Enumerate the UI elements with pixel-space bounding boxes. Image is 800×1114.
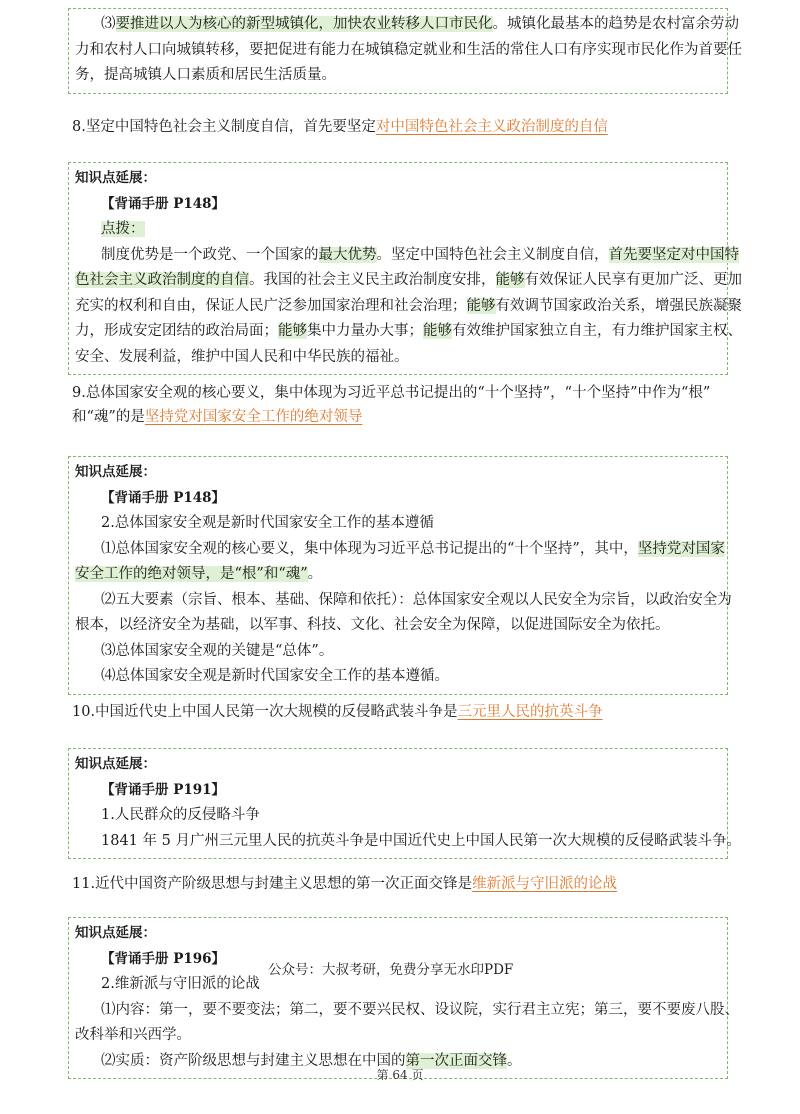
question-8: 8.坚定中国特色社会主义制度自信，首先要坚定对中国特色社会主义政治制度的自信 bbox=[72, 119, 608, 135]
paragraph-line: 力，形成安定团结的政治局面；能够集中力量办大事；能够有效维护国家独立自主，有力维护国家主权、 bbox=[75, 323, 742, 339]
highlight: 要推进以人为核心的新型城镇化，加快农业转移人口市民化 bbox=[115, 16, 493, 32]
paragraph-line: ⑷总体国家安全观是新时代国家安全工作的基本遵循。 bbox=[101, 668, 449, 684]
question-11: 11.近代中国资产阶级思想与封建主义思想的第一次正面交锋是维新派与守旧派的论战 bbox=[72, 876, 618, 892]
paragraph-line: 色社会主义政治制度的自信。我国的社会主义民主政治制度安排，能够有效保证人民享有更加广泛、更加 bbox=[75, 272, 742, 288]
extension-box-security bbox=[68, 456, 732, 695]
paragraph-line: ⑶要推进以人为核心的新型城镇化，加快农业转移人口市民化。城镇化最基本的趋势是农村富余劳动 bbox=[101, 16, 739, 32]
paragraph-line: 务，提高城镇人口素质和居民生活质量。 bbox=[75, 67, 336, 83]
highlight: 首先要坚定对中国特 bbox=[608, 246, 739, 263]
tip-label: 点拨： bbox=[101, 221, 145, 237]
question-line: 和“魂”的是坚持党对国家安全工作的绝对领导 bbox=[72, 409, 363, 425]
paragraph-line: ⑵实质：资产阶级思想与封建主义思想在中国的第一次正面交锋。 bbox=[101, 1052, 522, 1069]
answer-link: 三元里人民的抗英斗争 bbox=[457, 704, 603, 720]
paragraph-line: 1.人民群众的反侵略斗争 bbox=[101, 807, 260, 823]
highlight: 坚持党对国家 bbox=[637, 540, 725, 557]
highlight: 能够 bbox=[423, 323, 452, 339]
paragraph-line: ⑴内容：第一，要不要变法；第二，要不要兴民权、设议院，实行君主立宪；第三，要不要废八股、 bbox=[101, 1001, 739, 1018]
highlight: 安全工作的绝对领导，是“根”和“魂” bbox=[75, 566, 308, 582]
paragraph-line: 1841 年 5 月广州三元里人民的抗英斗争是中国近代史上中国人民第一次大规模的反侵略武装斗争。 bbox=[101, 832, 741, 849]
paragraph-line: 充实的权利和自由，保证人民广泛参加国家治理和社会治理；能够有效调节国家政治关系，增强民族凝聚 bbox=[75, 297, 742, 314]
highlight: 能够 bbox=[278, 323, 307, 339]
answer-link: 维新派与守旧派的论战 bbox=[472, 876, 618, 892]
highlight: 色社会主义政治制度的自信 bbox=[75, 272, 249, 288]
extension-label: 知识点延展： bbox=[75, 756, 156, 772]
paragraph-line: 安全、发展利益，维护中国人民和中华民族的福祉。 bbox=[75, 348, 409, 365]
extension-box-resistance bbox=[68, 748, 741, 859]
question-10: 10.中国近代史上中国人民第一次大规模的反侵略武装斗争是三元里人民的抗英斗争 bbox=[72, 704, 603, 720]
paragraph-line: ⑵五大要素（宗旨、根本、基础、保障和依托）：总体国家安全观以人民安全为宗旨，以政治安全为 bbox=[101, 591, 732, 608]
book-reference: 【背诵手册 P191】 bbox=[101, 781, 226, 798]
book-reference: 【背诵手册 P148】 bbox=[101, 195, 226, 212]
paragraph-line: 力和农村人口向城镇转移，要把促进有能力在城镇稳定就业和生活的常住人口有序实现市民化作为首要任 bbox=[75, 41, 742, 58]
paragraph-line: ⑶总体国家安全观的关键是“总体”。 bbox=[101, 642, 334, 659]
extension-box-reform-debate bbox=[68, 917, 739, 1079]
paragraph-line: 改科举和兴西学。 bbox=[75, 1027, 191, 1043]
extension-label: 知识点延展： bbox=[75, 925, 156, 941]
paragraph-line: 2.维新派与守旧派的论战 bbox=[101, 976, 260, 992]
highlight: 最大优势 bbox=[318, 246, 377, 263]
paragraph-line: 2.总体国家安全观是新时代国家安全工作的基本遵循 bbox=[101, 515, 434, 531]
extension-label: 知识点延展： bbox=[75, 464, 156, 480]
answer-link: 坚持党对国家安全工作的绝对领导 bbox=[144, 409, 363, 425]
watermark-text: 公众号：大叔考研，免费分享无水印PDF bbox=[268, 962, 514, 978]
paragraph-line: 安全工作的绝对领导，是“根”和“魂”。 bbox=[75, 566, 323, 582]
paragraph-line: 根本，以经济安全为基础，以军事、科技、文化、社会安全为保障，以促进国际安全为依托。 bbox=[75, 617, 670, 633]
extension-box-institution bbox=[68, 162, 742, 375]
extension-box-urbanization bbox=[68, 8, 742, 94]
highlight: 第一次正面交锋 bbox=[405, 1052, 507, 1069]
paragraph-line: 制度优势是一个政党、一个国家的最大优势。坚定中国特色社会主义制度自信，首先要坚定对中国特 bbox=[101, 246, 739, 263]
highlight: 能够 bbox=[495, 272, 525, 288]
book-reference: 【背诵手册 P196】 bbox=[101, 950, 226, 967]
extension-label: 知识点延展： bbox=[75, 170, 156, 186]
question-line: 9.总体国家安全观的核心要义，集中体现为习近平总书记提出的“十个坚持”，“十个坚持”中作为“根” bbox=[72, 385, 711, 401]
page-number: 第 64 页 bbox=[376, 1068, 424, 1082]
answer-link: 对中国特色社会主义政治制度的自信 bbox=[375, 119, 608, 135]
book-reference: 【背诵手册 P148】 bbox=[101, 489, 226, 506]
paragraph-line: ⑴总体国家安全观的核心要义，集中体现为习近平总书记提出的“十个坚持”，其中，坚持党对国家 bbox=[101, 540, 725, 557]
highlight: 能够 bbox=[466, 297, 496, 314]
question-9 bbox=[72, 381, 710, 429]
